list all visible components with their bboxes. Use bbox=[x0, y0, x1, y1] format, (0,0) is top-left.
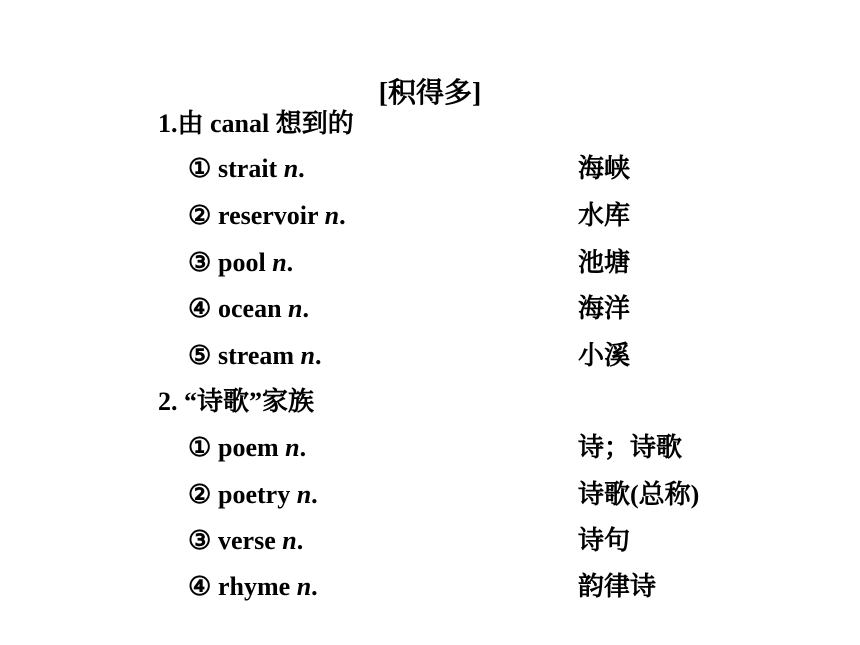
vocab-item: ④ ocean n. 海洋 bbox=[188, 289, 748, 329]
vocab-item: ③ pool n. 池塘 bbox=[188, 243, 748, 283]
item-marker: ⑤ bbox=[188, 341, 212, 370]
vocab-item: ① poem n. 诗；诗歌 bbox=[188, 428, 748, 468]
item-marker: ② bbox=[188, 480, 212, 509]
item-pos: n bbox=[300, 341, 316, 370]
vocab-item: ① strait n. 海峡 bbox=[188, 149, 748, 189]
vocab-item: ② reservoir n. 水库 bbox=[188, 196, 748, 236]
item-word: verse bbox=[218, 526, 276, 555]
item-marker: ④ bbox=[188, 572, 212, 601]
item-marker: ④ bbox=[188, 294, 212, 323]
item-pos: n bbox=[283, 154, 299, 183]
vocab-item: ⑤ stream n. 小溪 bbox=[188, 336, 748, 376]
item-meaning: 诗；诗歌 bbox=[578, 433, 683, 462]
item-meaning: 海洋 bbox=[578, 294, 631, 323]
item-word: strait bbox=[218, 154, 278, 183]
item-meaning: 诗句 bbox=[578, 526, 631, 555]
item-meaning: 诗歌(总称) bbox=[578, 480, 700, 509]
item-pos: n bbox=[282, 526, 297, 555]
item-meaning: 水库 bbox=[578, 201, 631, 230]
item-word: rhyme bbox=[218, 572, 291, 601]
item-pos: n bbox=[296, 572, 312, 601]
item-marker: ① bbox=[188, 433, 212, 462]
item-marker: ② bbox=[188, 201, 212, 230]
item-pos: n bbox=[324, 201, 340, 230]
item-pos: n bbox=[285, 433, 300, 462]
vocab-item: ④ rhyme n. 韵律诗 bbox=[188, 567, 748, 607]
item-pos: n bbox=[288, 294, 303, 323]
item-word: poem bbox=[218, 433, 279, 462]
item-marker: ③ bbox=[188, 248, 212, 277]
item-word: stream bbox=[218, 341, 295, 370]
item-meaning: 小溪 bbox=[578, 341, 631, 370]
item-word: poetry bbox=[218, 480, 291, 509]
section-1-title: 1.由 canal 想到的 bbox=[158, 109, 354, 138]
item-word: ocean bbox=[218, 294, 282, 323]
item-marker: ① bbox=[188, 154, 212, 183]
item-word: pool bbox=[218, 248, 266, 277]
item-word: reservoir bbox=[218, 201, 319, 230]
item-meaning: 海峡 bbox=[578, 154, 631, 183]
section-2-title: 2. “诗歌”家族 bbox=[158, 387, 315, 416]
vocab-item: ② poetry n. 诗歌(总称) bbox=[188, 475, 748, 515]
vocab-item: ③ verse n. 诗句 bbox=[188, 521, 748, 561]
item-pos: n bbox=[272, 248, 287, 277]
slide-heading: [积得多] bbox=[378, 78, 482, 109]
item-marker: ③ bbox=[188, 526, 212, 555]
item-meaning: 池塘 bbox=[578, 248, 631, 277]
item-meaning: 韵律诗 bbox=[578, 572, 657, 601]
item-pos: n bbox=[296, 480, 312, 509]
